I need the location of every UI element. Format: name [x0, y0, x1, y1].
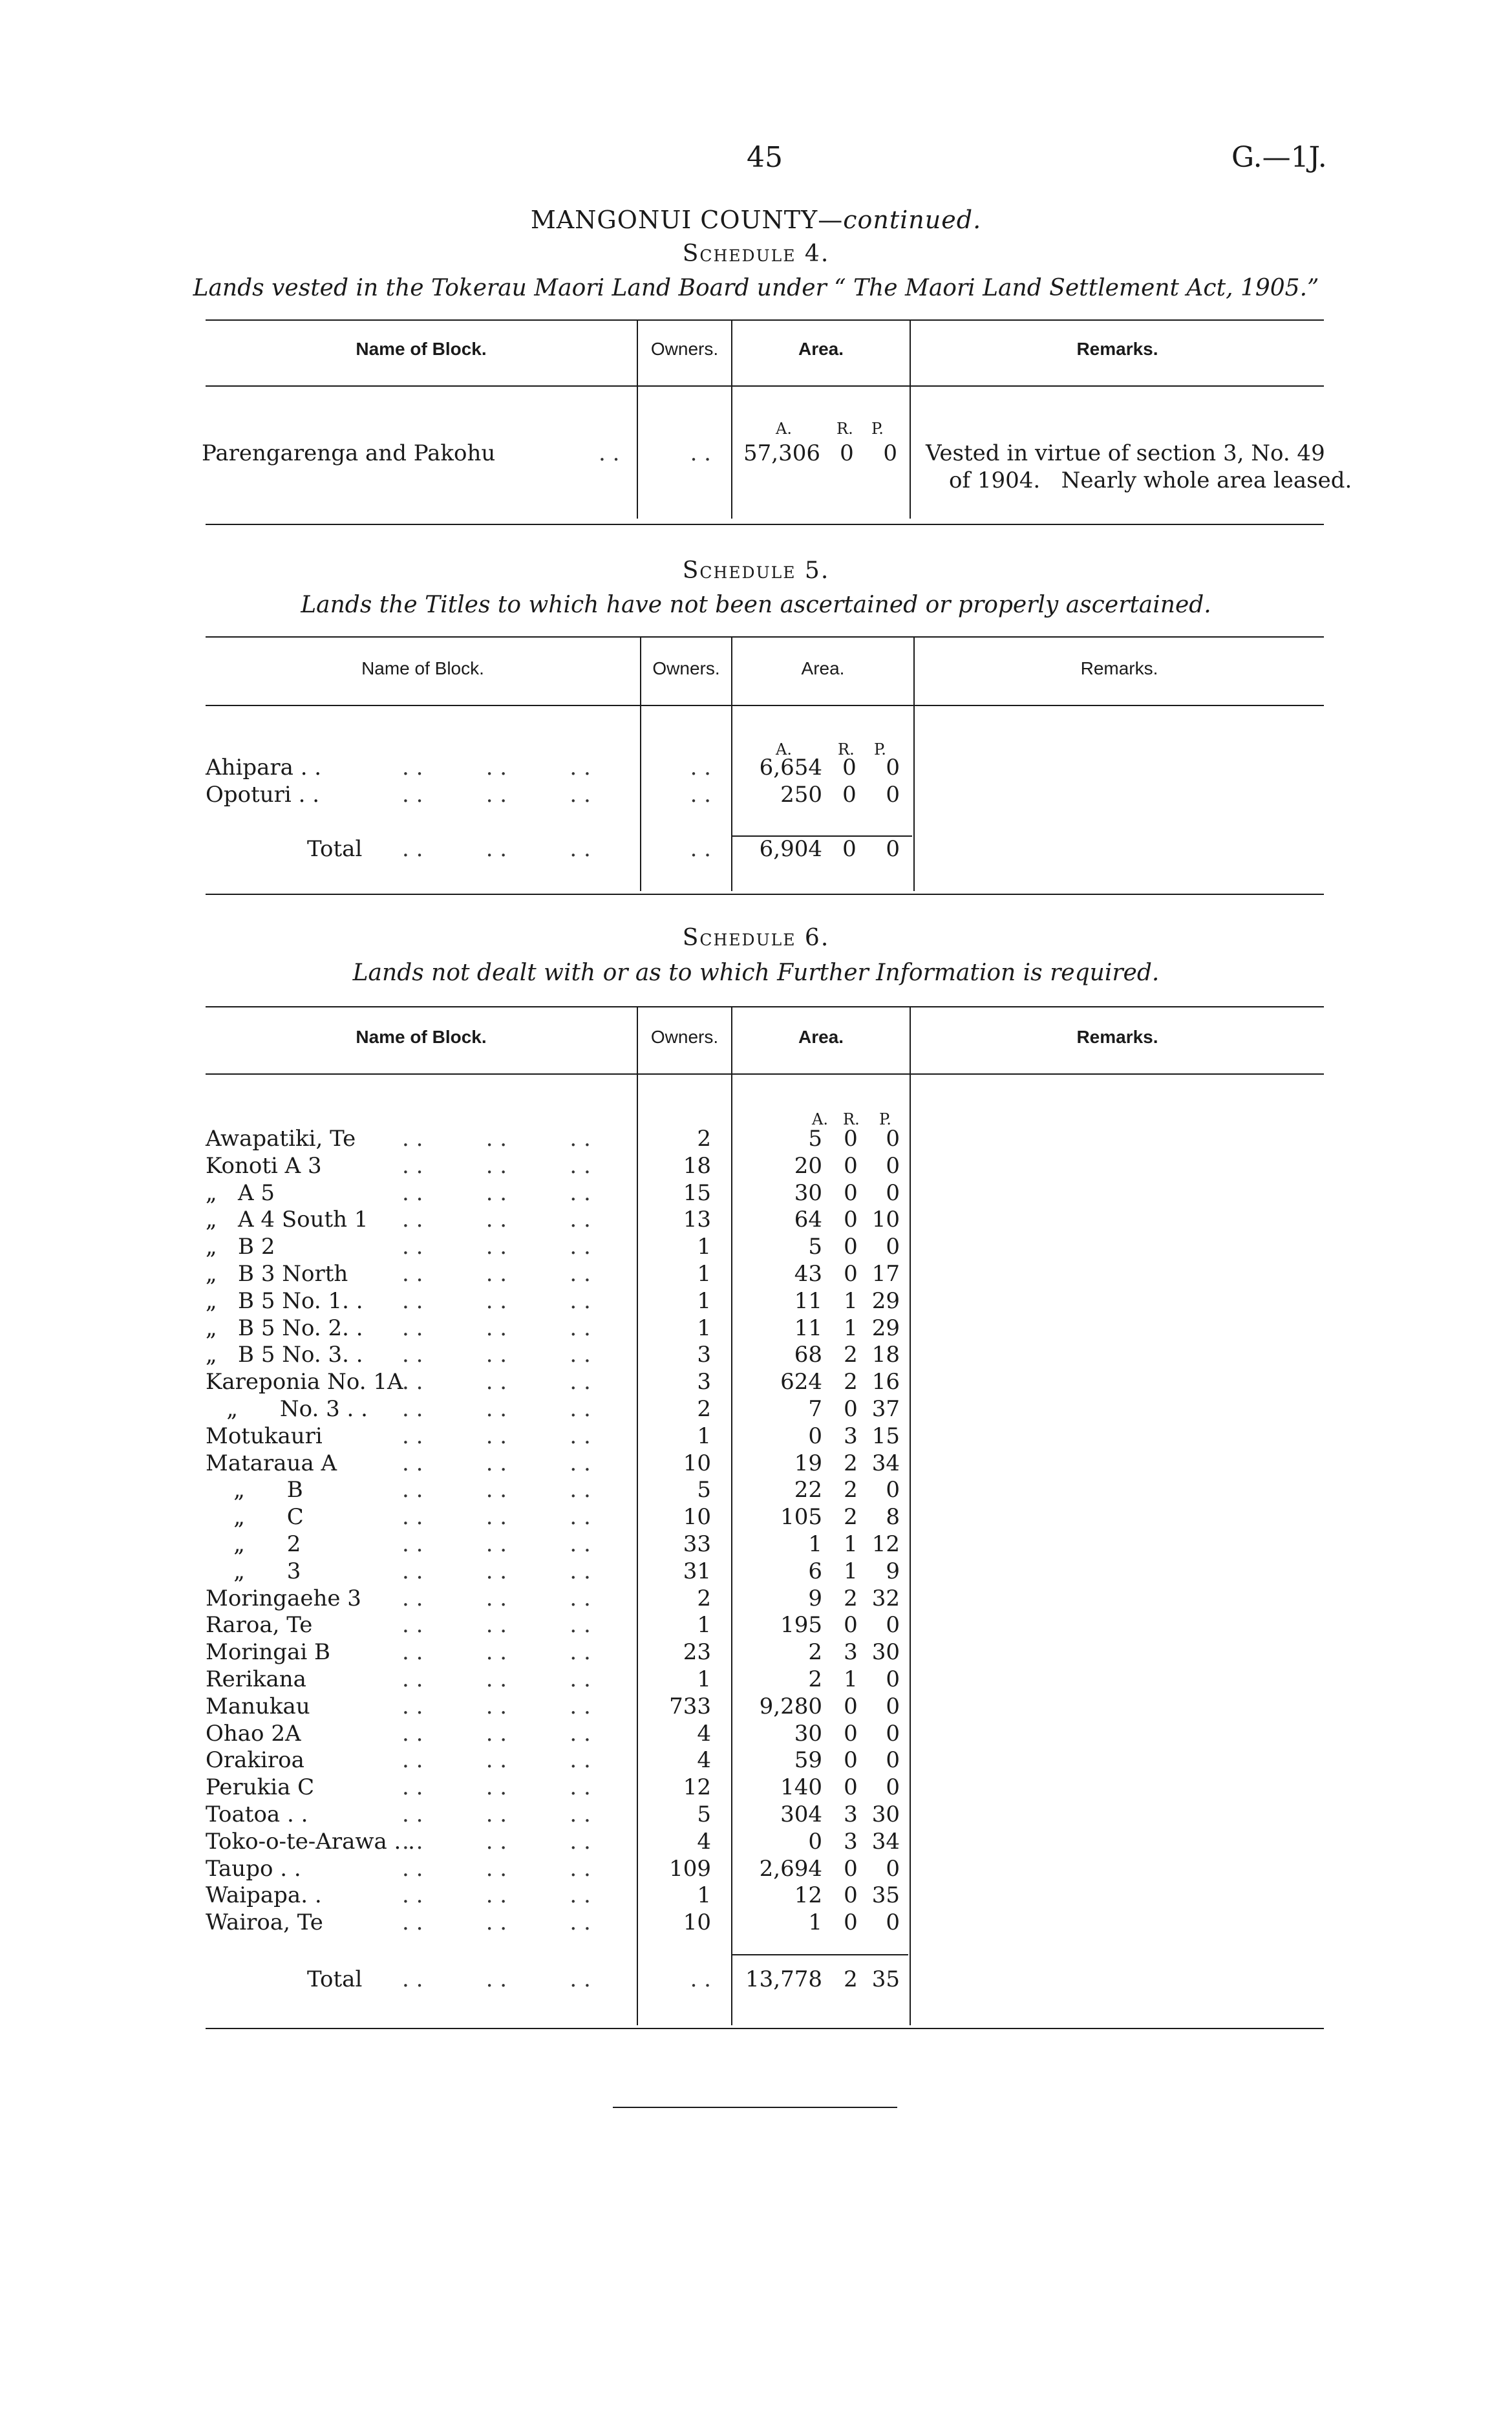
- remarks-line-2: of 1904. Nearly whole area leased.: [949, 468, 1352, 493]
- area-acres: 57,306: [743, 440, 820, 466]
- block-name: Wairoa, Te: [206, 1910, 323, 1935]
- area-roods: 0: [844, 1180, 858, 1206]
- leader-dots: . . . . . .: [402, 1288, 591, 1314]
- block-name: „ 2: [206, 1531, 301, 1557]
- total-perches: 35: [871, 1966, 900, 1992]
- area-roods: 0: [844, 1207, 858, 1232]
- owners-value: 1: [697, 1288, 711, 1314]
- total-rule: [732, 1954, 908, 1955]
- block-name: Rerikana: [206, 1666, 306, 1692]
- block-name: Ahipara . .: [206, 755, 322, 780]
- area-perches: 12: [871, 1531, 900, 1557]
- column-rule: [637, 1007, 638, 2025]
- area-acres: 1: [808, 1910, 822, 1935]
- area-roods: 1: [844, 1558, 858, 1584]
- area-roods: 0: [844, 1747, 858, 1773]
- area-perches: 9: [886, 1558, 900, 1584]
- leader-dots: . .: [599, 440, 620, 466]
- leader-dots: . . . . . .: [402, 1829, 591, 1855]
- area-perches: 34: [871, 1829, 900, 1855]
- owners-value: 4: [697, 1747, 711, 1773]
- area-acres: 19: [794, 1450, 822, 1476]
- area-perches: 8: [886, 1504, 900, 1530]
- leader-dots: . . . . . .: [402, 755, 591, 780]
- area-acres: 6: [808, 1558, 822, 1584]
- area-acres: 2,694: [759, 1856, 822, 1882]
- table-rule: [206, 705, 1324, 706]
- owners-value: 3: [697, 1342, 711, 1368]
- area-roods: 1: [844, 1531, 858, 1557]
- area-perches: 0: [886, 1180, 900, 1206]
- owners-value: 1: [697, 1882, 711, 1908]
- area-perches: 0: [886, 1774, 900, 1800]
- owners-value: 1: [697, 1234, 711, 1260]
- area-acres: 43: [794, 1261, 822, 1287]
- block-name: „ A 4 South 1: [206, 1207, 368, 1232]
- page-number: 45: [747, 141, 783, 174]
- area-acres: 250: [780, 782, 822, 808]
- area-roods: 2: [844, 1450, 858, 1476]
- area-roods: 0: [844, 1126, 858, 1152]
- table-rule: [206, 636, 1324, 638]
- table-rule: [206, 319, 1324, 321]
- unit-acres: A.: [776, 420, 792, 438]
- area-acres: 5: [808, 1234, 822, 1260]
- area-acres: 5: [808, 1126, 822, 1152]
- block-name: „ B 5 No. 3. .: [206, 1342, 363, 1368]
- area-perches: 34: [871, 1450, 900, 1476]
- block-name: „ B 5 No. 1. .: [206, 1288, 363, 1314]
- total-perches: 0: [886, 836, 900, 862]
- leader-dots: . . . . . .: [402, 1558, 591, 1584]
- leader-dots: . . . . . .: [402, 836, 591, 862]
- area-roods: 2: [844, 1342, 858, 1368]
- table-rule: [206, 524, 1324, 525]
- area-acres: 30: [794, 1180, 822, 1206]
- leader-dots: . . . . . .: [402, 1315, 591, 1341]
- block-name: Toko-o-te-Arawa . .: [206, 1829, 415, 1855]
- owners-value: 2: [697, 1396, 711, 1422]
- area-perches: 0: [886, 1666, 900, 1692]
- total-label: Total: [307, 836, 363, 862]
- area-acres: 0: [808, 1423, 822, 1449]
- owners-value: 10: [683, 1910, 711, 1935]
- area-roods: 3: [844, 1423, 858, 1449]
- owners-value: 15: [683, 1180, 711, 1206]
- unit-roods: R.: [838, 740, 855, 759]
- area-roods: 1: [844, 1288, 858, 1314]
- area-roods: 0: [844, 1774, 858, 1800]
- block-name: Konoti A 3: [206, 1153, 322, 1179]
- area-roods: 0: [844, 1153, 858, 1179]
- table-rule: [206, 385, 1324, 387]
- area-roods: 0: [840, 440, 854, 466]
- owners-value: 4: [697, 1721, 711, 1747]
- leader-dots: . . . . . .: [402, 1342, 591, 1368]
- area-perches: 0: [886, 1910, 900, 1935]
- area-roods: 0: [844, 1910, 858, 1935]
- area-perches: 0: [886, 1153, 900, 1179]
- block-name: Kareponia No. 1A: [206, 1369, 403, 1395]
- block-name: „ B 2: [206, 1234, 275, 1260]
- area-roods: 0: [844, 1721, 858, 1747]
- owners-value: 1: [697, 1423, 711, 1449]
- area-roods: 0: [842, 755, 857, 780]
- block-name: „ 3: [206, 1558, 301, 1584]
- leader-dots: . . . . . .: [402, 1153, 591, 1179]
- block-name: Opoturi . .: [206, 782, 320, 808]
- area-acres: 624: [780, 1369, 822, 1395]
- area-perches: 0: [886, 755, 900, 780]
- block-name: Motukauri: [206, 1423, 323, 1449]
- block-name: Moringai B: [206, 1639, 331, 1665]
- unit-acres: A.: [812, 1110, 828, 1128]
- area-acres: 22: [794, 1477, 822, 1503]
- block-name: Toatoa . .: [206, 1802, 308, 1827]
- area-perches: 10: [871, 1207, 900, 1232]
- leader-dots: . . . . . .: [402, 782, 591, 808]
- schedule-5-title: Schedule 5.: [682, 557, 830, 584]
- area-roods: 0: [844, 1261, 858, 1287]
- area-acres: 140: [780, 1774, 822, 1800]
- owners-value: 5: [697, 1477, 711, 1503]
- area-roods: 0: [844, 1612, 858, 1638]
- owners-value: 733: [669, 1694, 711, 1719]
- area-perches: 0: [886, 1856, 900, 1882]
- header-name: Name of Block.: [361, 658, 484, 678]
- leader-dots: . . . . . .: [402, 1856, 591, 1882]
- leader-dots: . . . . . .: [402, 1802, 591, 1827]
- header-remarks: Remarks.: [1076, 1027, 1158, 1047]
- area-perches: 35: [871, 1882, 900, 1908]
- area-acres: 59: [794, 1747, 822, 1773]
- owners-value: 1: [697, 1666, 711, 1692]
- area-perches: 0: [886, 1126, 900, 1152]
- area-acres: 68: [794, 1342, 822, 1368]
- area-perches: 0: [886, 1612, 900, 1638]
- owners-value: 23: [683, 1639, 711, 1665]
- schedule-6-subtitle: Lands not dealt with or as to which Further Information is required.: [352, 960, 1160, 986]
- area-roods: 0: [844, 1694, 858, 1719]
- area-acres: 64: [794, 1207, 822, 1232]
- block-name: „ B 5 No. 2. .: [206, 1315, 363, 1341]
- block-name: Mataraua A: [206, 1450, 337, 1476]
- table-rule: [206, 1006, 1324, 1007]
- area-perches: 30: [871, 1639, 900, 1665]
- area-roods: 2: [844, 1369, 858, 1395]
- area-acres: 195: [780, 1612, 822, 1638]
- leader-dots: . . . . . .: [402, 1504, 591, 1530]
- owners-value: 109: [669, 1856, 711, 1882]
- schedule-4-block-name: Parengarenga and Pakohu: [202, 440, 496, 466]
- area-roods: 3: [844, 1802, 858, 1827]
- leader-dots: . . . . . .: [402, 1531, 591, 1557]
- end-rule: [613, 2107, 897, 2108]
- area-perches: 32: [871, 1586, 900, 1611]
- owners-value: . .: [690, 782, 711, 808]
- leader-dots: . . . . . .: [402, 1666, 591, 1692]
- block-name: Ohao 2A: [206, 1721, 301, 1747]
- county-continued: continued.: [843, 206, 982, 234]
- block-name: „ A 5: [206, 1180, 275, 1206]
- total-acres: 6,904: [759, 836, 822, 862]
- area-perches: 18: [871, 1342, 900, 1368]
- owners-value: 12: [683, 1774, 711, 1800]
- leader-dots: . . . . . .: [402, 1234, 591, 1260]
- block-name: „ C: [206, 1504, 304, 1530]
- area-perches: 0: [886, 1234, 900, 1260]
- table-rule: [206, 2028, 1324, 2029]
- area-roods: 0: [844, 1882, 858, 1908]
- area-perches: 0: [886, 1694, 900, 1719]
- owners-value: 4: [697, 1829, 711, 1855]
- area-perches: 29: [871, 1288, 900, 1314]
- area-roods: 0: [842, 782, 857, 808]
- header-owners: Owners.: [650, 339, 719, 359]
- unit-roods: R.: [836, 420, 853, 438]
- owners-value: 3: [697, 1369, 711, 1395]
- area-perches: 0: [886, 782, 900, 808]
- owners-value: 18: [683, 1153, 711, 1179]
- table-rule: [206, 894, 1324, 895]
- area-roods: 1: [844, 1315, 858, 1341]
- leader-dots: . . . . . .: [402, 1369, 591, 1395]
- area-acres: 0: [808, 1829, 822, 1855]
- area-perches: 0: [883, 440, 897, 466]
- area-perches: 30: [871, 1802, 900, 1827]
- leader-dots: . . . . . .: [402, 1747, 591, 1773]
- unit-roods: R.: [843, 1110, 860, 1128]
- area-perches: 29: [871, 1315, 900, 1341]
- area-roods: 2: [844, 1504, 858, 1530]
- area-acres: 12: [794, 1882, 822, 1908]
- header-remarks: Remarks.: [1076, 339, 1158, 359]
- owners-value: 10: [683, 1504, 711, 1530]
- column-rule: [731, 1007, 732, 2025]
- area-acres: 30: [794, 1721, 822, 1747]
- leader-dots: . . . . . .: [402, 1207, 591, 1232]
- area-roods: 2: [844, 1477, 858, 1503]
- remarks-line-1: Vested in virtue of section 3, No. 49: [926, 440, 1325, 466]
- document-reference: G.—1J.: [1231, 141, 1327, 174]
- leader-dots: . . . . . .: [402, 1612, 591, 1638]
- county-name: MANGONUI COUNTY—: [530, 206, 844, 234]
- leader-dots: . . . . . .: [402, 1261, 591, 1287]
- block-name: Manukau: [206, 1694, 310, 1719]
- owners-value: 31: [683, 1558, 711, 1584]
- area-acres: 1: [808, 1531, 822, 1557]
- leader-dots: . . . . . .: [402, 1126, 591, 1152]
- owners-value: 1: [697, 1315, 711, 1341]
- leader-dots: . . . . . .: [402, 1450, 591, 1476]
- owners-value: 5: [697, 1802, 711, 1827]
- area-perches: 0: [886, 1477, 900, 1503]
- block-name: „ No. 3 . .: [206, 1396, 368, 1422]
- area-acres: 2: [808, 1639, 822, 1665]
- total-owners: . .: [690, 836, 711, 862]
- header-area: Area.: [801, 658, 845, 678]
- area-acres: 105: [780, 1504, 822, 1530]
- area-acres: 2: [808, 1666, 822, 1692]
- area-acres: 304: [780, 1802, 822, 1827]
- area-roods: 0: [844, 1396, 858, 1422]
- county-title: [0, 206, 1512, 234]
- leader-dots: . . . . . .: [402, 1477, 591, 1503]
- owners-value: 10: [683, 1450, 711, 1476]
- area-roods: 1: [844, 1666, 858, 1692]
- block-name: Moringaehe 3: [206, 1586, 361, 1611]
- owners-value: 13: [683, 1207, 711, 1232]
- area-roods: 0: [844, 1234, 858, 1260]
- leader-dots: . . . . . .: [402, 1774, 591, 1800]
- header-name: Name of Block.: [356, 1027, 487, 1047]
- leader-dots: . . . . . .: [402, 1396, 591, 1422]
- area-acres: 11: [794, 1315, 822, 1341]
- header-name: Name of Block.: [356, 339, 487, 359]
- unit-perches: P.: [874, 740, 886, 759]
- leader-dots: . . . . . .: [402, 1966, 591, 1992]
- total-owners: . .: [690, 1966, 711, 1992]
- area-acres: 7: [808, 1396, 822, 1422]
- area-perches: 37: [871, 1396, 900, 1422]
- area-acres: 6,654: [759, 755, 822, 780]
- area-acres: 9: [808, 1586, 822, 1611]
- total-roods: 2: [844, 1966, 858, 1992]
- owners-value: 1: [697, 1612, 711, 1638]
- table-rule: [206, 1073, 1324, 1075]
- column-rule: [910, 1007, 911, 2025]
- area-roods: 3: [844, 1639, 858, 1665]
- block-name: Awapatiki, Te: [206, 1126, 356, 1152]
- schedule-4-title: Schedule 4.: [682, 241, 830, 267]
- area-acres: 11: [794, 1288, 822, 1314]
- leader-dots: . . . . . .: [402, 1882, 591, 1908]
- owners-value: 2: [697, 1126, 711, 1152]
- block-name: Waipapa. .: [206, 1882, 322, 1908]
- area-perches: 0: [886, 1721, 900, 1747]
- leader-dots: . . . . . .: [402, 1180, 591, 1206]
- area-acres: 9,280: [759, 1694, 822, 1719]
- area-roods: 2: [844, 1586, 858, 1611]
- schedule-6-title: Schedule 6.: [682, 925, 830, 951]
- header-area: Area.: [798, 339, 844, 359]
- leader-dots: . . . . . .: [402, 1721, 591, 1747]
- leader-dots: . . . . . .: [402, 1423, 591, 1449]
- leader-dots: . . . . . .: [402, 1586, 591, 1611]
- total-roods: 0: [842, 836, 857, 862]
- area-perches: 16: [871, 1369, 900, 1395]
- block-name: Raroa, Te: [206, 1612, 313, 1638]
- block-name: Taupo . .: [206, 1856, 301, 1882]
- owners-value: 1: [697, 1261, 711, 1287]
- schedule-4-subtitle: Lands vested in the Tokerau Maori Land Board under “ The Maori Land Settlement Act, 1905.”: [193, 275, 1319, 301]
- header-remarks: Remarks.: [1080, 658, 1158, 678]
- area-acres: 20: [794, 1153, 822, 1179]
- total-acres: 13,778: [745, 1966, 822, 1992]
- leader-dots: . . . . . .: [402, 1694, 591, 1719]
- unit-perches: P.: [871, 420, 884, 438]
- block-name: Perukia C: [206, 1774, 315, 1800]
- header-owners: Owners.: [652, 658, 720, 678]
- block-name: Orakiroa: [206, 1747, 304, 1773]
- owners-value: 2: [697, 1586, 711, 1611]
- owners-value: 33: [683, 1531, 711, 1557]
- unit-acres: A.: [776, 740, 792, 759]
- area-perches: 15: [871, 1423, 900, 1449]
- area-perches: 0: [886, 1747, 900, 1773]
- header-area: Area.: [798, 1027, 844, 1047]
- area-perches: 17: [871, 1261, 900, 1287]
- leader-dots: . . . . . .: [402, 1910, 591, 1935]
- block-name: „ B: [206, 1477, 303, 1503]
- total-label: Total: [307, 1966, 363, 1992]
- area-roods: 3: [844, 1829, 858, 1855]
- schedule-5-subtitle: Lands the Titles to which have not been ascertained or properly ascertained.: [301, 592, 1211, 618]
- area-roods: 0: [844, 1856, 858, 1882]
- owners-value: . .: [690, 755, 711, 780]
- owners-value: . .: [690, 440, 711, 466]
- leader-dots: . . . . . .: [402, 1639, 591, 1665]
- header-owners: Owners.: [650, 1027, 719, 1047]
- unit-perches: P.: [879, 1110, 891, 1128]
- block-name: „ B 3 North: [206, 1261, 348, 1287]
